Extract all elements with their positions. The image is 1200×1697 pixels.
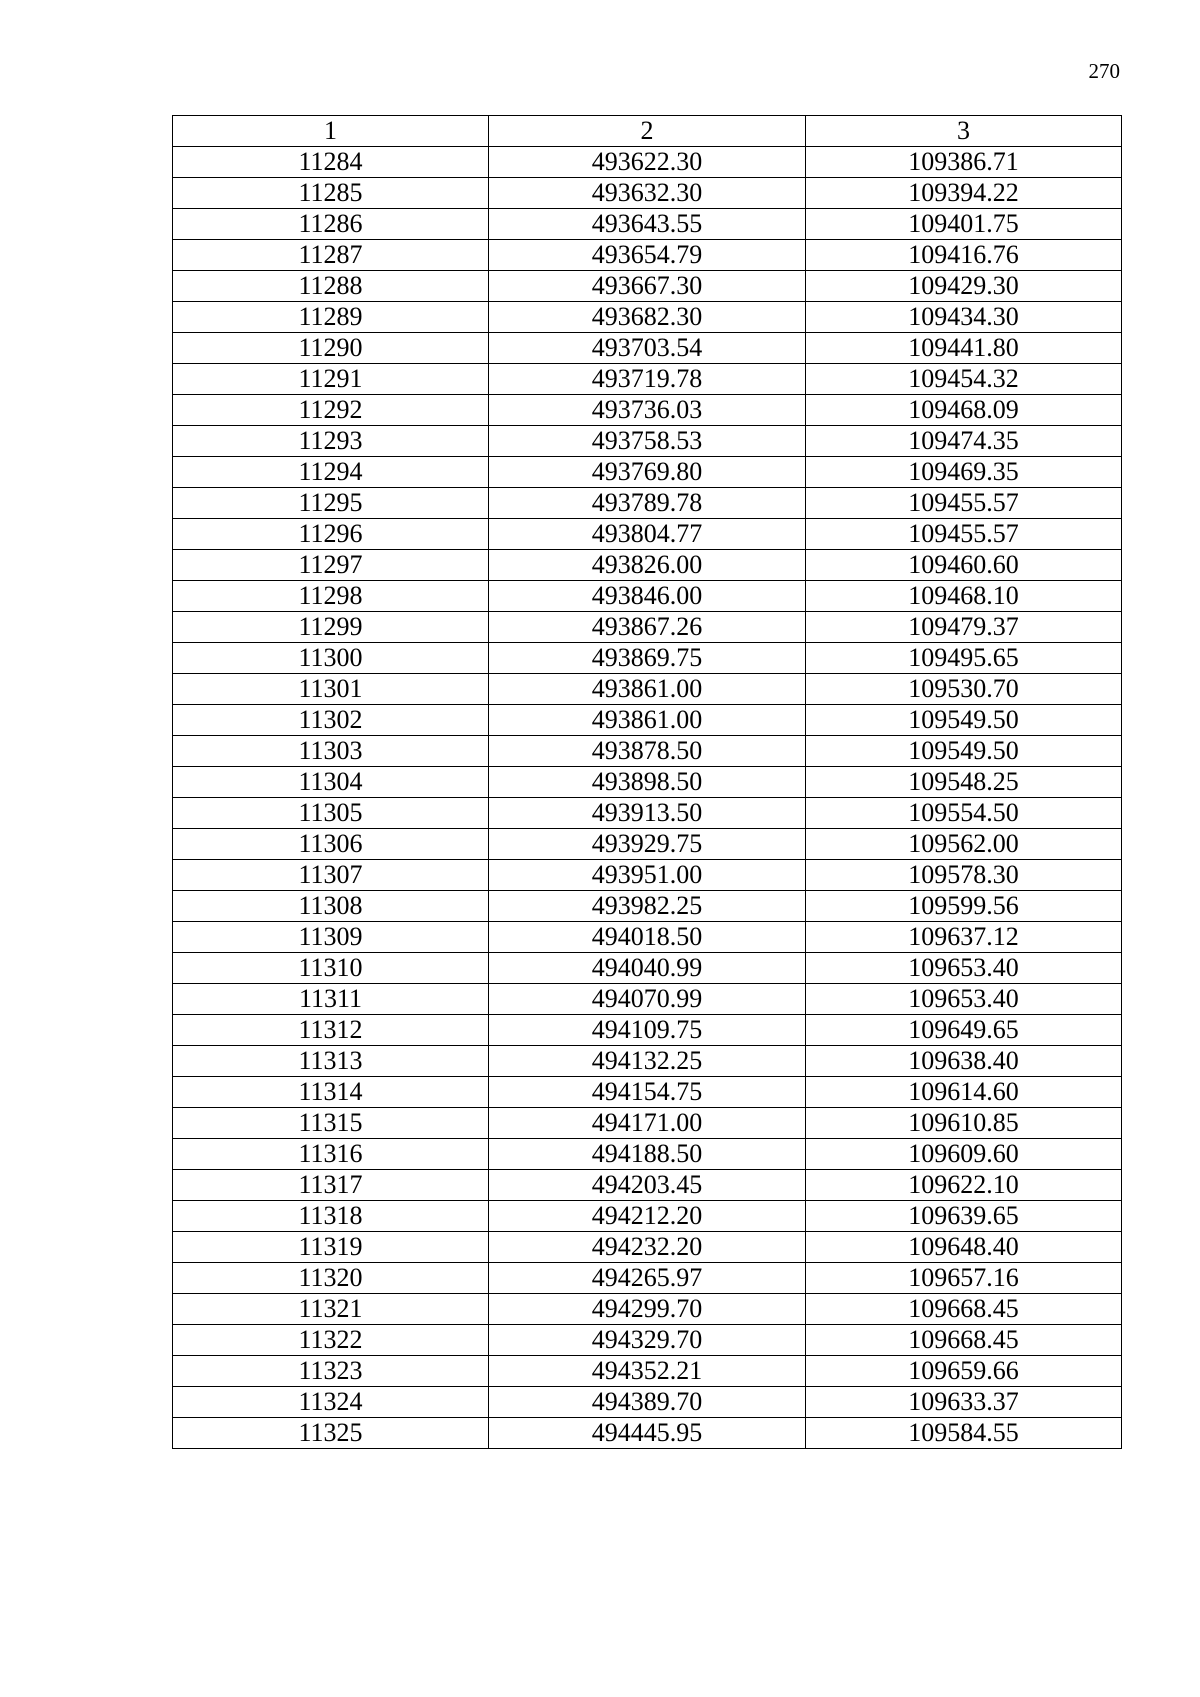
coordinate-x-cell: 494352.21 <box>489 1356 806 1387</box>
coordinate-x-cell: 494171.00 <box>489 1108 806 1139</box>
coordinate-y-cell: 109578.30 <box>806 860 1122 891</box>
coordinate-y-cell: 109639.65 <box>806 1201 1122 1232</box>
coordinate-x-cell: 494212.20 <box>489 1201 806 1232</box>
coordinate-y-cell: 109622.10 <box>806 1170 1122 1201</box>
point-number-cell: 11307 <box>173 860 489 891</box>
table-row <box>173 209 1122 240</box>
point-number-cell: 11285 <box>173 178 489 209</box>
coordinate-y-cell: 109495.65 <box>806 643 1122 674</box>
point-number-cell: 11299 <box>173 612 489 643</box>
coordinate-y-cell: 109614.60 <box>806 1077 1122 1108</box>
table-row <box>173 581 1122 612</box>
point-number-cell: 11293 <box>173 426 489 457</box>
coordinate-x-cell: 493703.54 <box>489 333 806 364</box>
coordinate-x-cell: 493861.00 <box>489 705 806 736</box>
table-row <box>173 271 1122 302</box>
point-number-cell: 11284 <box>173 147 489 178</box>
table-row <box>173 674 1122 705</box>
coordinate-x-cell: 494232.20 <box>489 1232 806 1263</box>
point-number-cell: 11321 <box>173 1294 489 1325</box>
point-number-cell: 11308 <box>173 891 489 922</box>
coordinate-y-cell: 109659.66 <box>806 1356 1122 1387</box>
point-number-cell: 11325 <box>173 1418 489 1449</box>
coordinate-x-cell: 493769.80 <box>489 457 806 488</box>
coordinate-x-cell: 493719.78 <box>489 364 806 395</box>
point-number-cell: 11286 <box>173 209 489 240</box>
coordinate-y-cell: 109638.40 <box>806 1046 1122 1077</box>
coordinate-x-cell: 494154.75 <box>489 1077 806 1108</box>
coordinate-y-cell: 109394.22 <box>806 178 1122 209</box>
table-row <box>173 488 1122 519</box>
coordinate-y-cell: 109584.55 <box>806 1418 1122 1449</box>
point-number-cell: 11300 <box>173 643 489 674</box>
coordinate-x-cell: 493758.53 <box>489 426 806 457</box>
coordinate-x-cell: 494203.45 <box>489 1170 806 1201</box>
point-number-cell: 11302 <box>173 705 489 736</box>
table-row <box>173 1139 1122 1170</box>
coordinate-y-cell: 109468.09 <box>806 395 1122 426</box>
table-row <box>173 457 1122 488</box>
point-number-cell: 11287 <box>173 240 489 271</box>
coordinate-x-cell: 494040.99 <box>489 953 806 984</box>
table-row <box>173 860 1122 891</box>
table-row <box>173 1387 1122 1418</box>
coordinate-x-cell: 493622.30 <box>489 147 806 178</box>
page-number: 270 <box>1088 59 1120 83</box>
table-row <box>173 1263 1122 1294</box>
point-number-cell: 11291 <box>173 364 489 395</box>
table-row <box>173 953 1122 984</box>
table-row <box>173 643 1122 674</box>
table-row <box>173 705 1122 736</box>
coordinate-y-cell: 109469.35 <box>806 457 1122 488</box>
table-row <box>173 1170 1122 1201</box>
coordinate-x-cell: 493654.79 <box>489 240 806 271</box>
coordinate-x-cell: 494265.97 <box>489 1263 806 1294</box>
point-number-cell: 11294 <box>173 457 489 488</box>
point-number-cell: 11295 <box>173 488 489 519</box>
coordinate-x-cell: 493898.50 <box>489 767 806 798</box>
table-row <box>173 922 1122 953</box>
table-row <box>173 178 1122 209</box>
coordinate-x-cell: 493682.30 <box>489 302 806 333</box>
table-body <box>173 147 1122 1449</box>
point-number-cell: 11289 <box>173 302 489 333</box>
coordinates-table <box>172 115 1122 1449</box>
point-number-cell: 11305 <box>173 798 489 829</box>
coordinate-y-cell: 109637.12 <box>806 922 1122 953</box>
table-row <box>173 984 1122 1015</box>
coordinate-x-cell: 494109.75 <box>489 1015 806 1046</box>
coordinate-x-cell: 494188.50 <box>489 1139 806 1170</box>
table-row <box>173 1294 1122 1325</box>
point-number-cell: 11314 <box>173 1077 489 1108</box>
table-row <box>173 1201 1122 1232</box>
coordinate-y-cell: 109386.71 <box>806 147 1122 178</box>
coordinate-y-cell: 109474.35 <box>806 426 1122 457</box>
coordinate-y-cell: 109454.32 <box>806 364 1122 395</box>
point-number-cell: 11290 <box>173 333 489 364</box>
coordinate-y-cell: 109548.25 <box>806 767 1122 798</box>
coordinate-y-cell: 109434.30 <box>806 302 1122 333</box>
coordinate-x-cell: 493951.00 <box>489 860 806 891</box>
table-row <box>173 333 1122 364</box>
point-number-cell: 11301 <box>173 674 489 705</box>
point-number-cell: 11296 <box>173 519 489 550</box>
coordinate-y-cell: 109441.80 <box>806 333 1122 364</box>
coordinate-y-cell: 109648.40 <box>806 1232 1122 1263</box>
point-number-cell: 11313 <box>173 1046 489 1077</box>
table-row <box>173 1046 1122 1077</box>
coordinate-y-cell: 109468.10 <box>806 581 1122 612</box>
point-number-cell: 11306 <box>173 829 489 860</box>
table-row <box>173 798 1122 829</box>
table-row <box>173 736 1122 767</box>
coordinate-y-cell: 109455.57 <box>806 519 1122 550</box>
point-number-cell: 11288 <box>173 271 489 302</box>
table-row <box>173 240 1122 271</box>
coordinate-y-cell: 109609.60 <box>806 1139 1122 1170</box>
point-number-cell: 11303 <box>173 736 489 767</box>
point-number-cell: 11298 <box>173 581 489 612</box>
coordinate-x-cell: 494018.50 <box>489 922 806 953</box>
coordinate-y-cell: 109633.37 <box>806 1387 1122 1418</box>
point-number-cell: 11315 <box>173 1108 489 1139</box>
table-row <box>173 550 1122 581</box>
table-row <box>173 426 1122 457</box>
coordinate-y-cell: 109610.85 <box>806 1108 1122 1139</box>
point-number-cell: 11311 <box>173 984 489 1015</box>
point-number-cell: 11322 <box>173 1325 489 1356</box>
coordinate-x-cell: 493846.00 <box>489 581 806 612</box>
coordinate-x-cell: 494329.70 <box>489 1325 806 1356</box>
table-row <box>173 302 1122 333</box>
coordinate-x-cell: 494389.70 <box>489 1387 806 1418</box>
table-row <box>173 1418 1122 1449</box>
coordinate-y-cell: 109549.50 <box>806 736 1122 767</box>
coordinate-x-cell: 493869.75 <box>489 643 806 674</box>
coordinate-y-cell: 109668.45 <box>806 1294 1122 1325</box>
coordinate-x-cell: 493878.50 <box>489 736 806 767</box>
table-row <box>173 1325 1122 1356</box>
coordinate-y-cell: 109530.70 <box>806 674 1122 705</box>
point-number-cell: 11318 <box>173 1201 489 1232</box>
point-number-cell: 11292 <box>173 395 489 426</box>
point-number-cell: 11323 <box>173 1356 489 1387</box>
table-row <box>173 891 1122 922</box>
table-row <box>173 519 1122 550</box>
coordinate-x-cell: 493643.55 <box>489 209 806 240</box>
coordinate-x-cell: 494070.99 <box>489 984 806 1015</box>
point-number-cell: 11310 <box>173 953 489 984</box>
coordinate-x-cell: 494445.95 <box>489 1418 806 1449</box>
coordinate-y-cell: 109599.56 <box>806 891 1122 922</box>
coordinate-y-cell: 109479.37 <box>806 612 1122 643</box>
column-header: 1 <box>173 116 489 147</box>
coordinate-x-cell: 493736.03 <box>489 395 806 426</box>
table-row <box>173 364 1122 395</box>
coordinate-x-cell: 493667.30 <box>489 271 806 302</box>
coordinate-x-cell: 494132.25 <box>489 1046 806 1077</box>
table-row <box>173 1108 1122 1139</box>
point-number-cell: 11312 <box>173 1015 489 1046</box>
table-row <box>173 612 1122 643</box>
point-number-cell: 11297 <box>173 550 489 581</box>
table-row <box>173 147 1122 178</box>
coordinate-x-cell: 493861.00 <box>489 674 806 705</box>
table-row <box>173 1077 1122 1108</box>
coordinate-y-cell: 109429.30 <box>806 271 1122 302</box>
point-number-cell: 11304 <box>173 767 489 798</box>
coordinate-x-cell: 493804.77 <box>489 519 806 550</box>
coordinate-y-cell: 109668.45 <box>806 1325 1122 1356</box>
coordinate-y-cell: 109554.50 <box>806 798 1122 829</box>
coordinate-x-cell: 493982.25 <box>489 891 806 922</box>
column-header: 3 <box>806 116 1122 147</box>
table-row <box>173 1015 1122 1046</box>
coordinate-y-cell: 109549.50 <box>806 705 1122 736</box>
coordinate-x-cell: 493867.26 <box>489 612 806 643</box>
table-row <box>173 1356 1122 1387</box>
coordinate-x-cell: 493789.78 <box>489 488 806 519</box>
coordinate-y-cell: 109562.00 <box>806 829 1122 860</box>
column-header: 2 <box>489 116 806 147</box>
coordinate-y-cell: 109649.65 <box>806 1015 1122 1046</box>
table-header-row <box>173 116 1122 147</box>
coordinate-y-cell: 109657.16 <box>806 1263 1122 1294</box>
coordinate-x-cell: 493929.75 <box>489 829 806 860</box>
point-number-cell: 11320 <box>173 1263 489 1294</box>
coordinate-y-cell: 109455.57 <box>806 488 1122 519</box>
coordinate-y-cell: 109460.60 <box>806 550 1122 581</box>
table-row <box>173 395 1122 426</box>
point-number-cell: 11309 <box>173 922 489 953</box>
table-row <box>173 767 1122 798</box>
table-row <box>173 829 1122 860</box>
point-number-cell: 11324 <box>173 1387 489 1418</box>
point-number-cell: 11316 <box>173 1139 489 1170</box>
coordinate-y-cell: 109653.40 <box>806 984 1122 1015</box>
table-row <box>173 1232 1122 1263</box>
coordinate-x-cell: 493826.00 <box>489 550 806 581</box>
coordinate-x-cell: 493913.50 <box>489 798 806 829</box>
point-number-cell: 11317 <box>173 1170 489 1201</box>
coordinate-y-cell: 109653.40 <box>806 953 1122 984</box>
coordinate-x-cell: 493632.30 <box>489 178 806 209</box>
point-number-cell: 11319 <box>173 1232 489 1263</box>
coordinate-y-cell: 109401.75 <box>806 209 1122 240</box>
coordinate-y-cell: 109416.76 <box>806 240 1122 271</box>
coordinate-x-cell: 494299.70 <box>489 1294 806 1325</box>
